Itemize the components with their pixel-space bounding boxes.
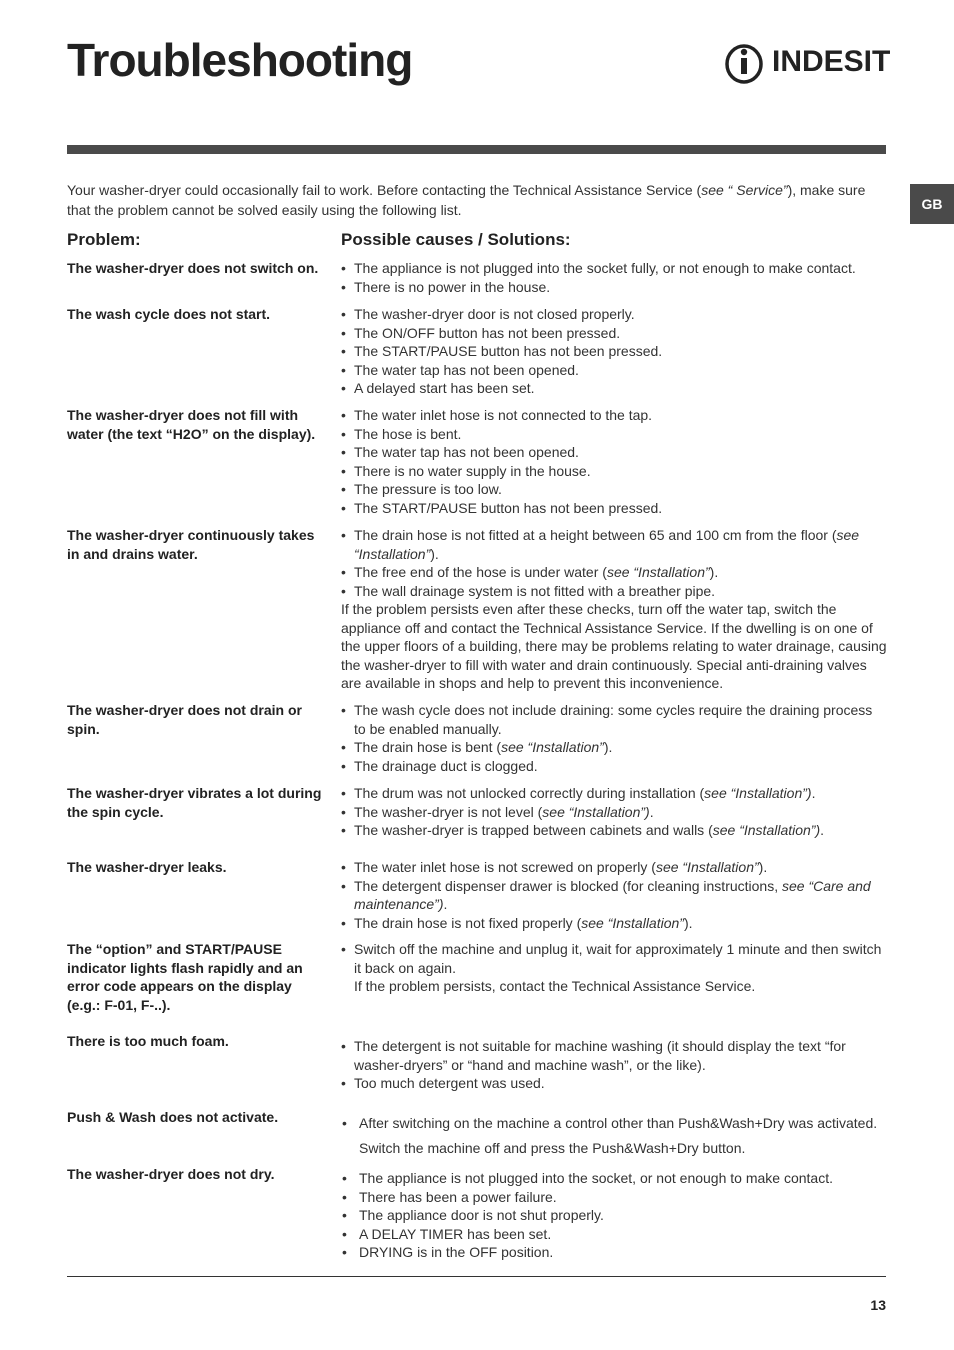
- cause-text: The drain hose is bent (: [354, 739, 502, 755]
- cause-item: • The START/PAUSE button has not been pressed.: [341, 499, 887, 518]
- cause-text: The washer-dryer is not level (: [354, 803, 543, 820]
- problem-text: The washer-dryer does not switch on.: [67, 260, 319, 276]
- causes-list: [341, 1111, 887, 1160]
- cause-ref: see “Installation”): [712, 822, 821, 838]
- cause-item: • The hose is bent.: [341, 425, 887, 444]
- cause-text: The free end of the hose is under water (: [354, 564, 607, 580]
- intro-before: Your washer-dryer could occasionally fail to work. Before contacting the Technical Assistance Service (: [67, 182, 702, 198]
- cause-item: • A DELAY TIMER has been set.: [341, 1225, 887, 1244]
- cause-text: DRYING is in the: [359, 1244, 470, 1260]
- cause-item: [341, 877, 887, 914]
- cause-item: [341, 563, 887, 582]
- causes-list: [341, 784, 887, 840]
- cause-note: If the problem persists even after these checks, turn off the water tap, switch the appliance off and contact the Technical Assistance Service. If the dwelling is on one of the upper floors of a building, there may be problems relating to water drainage, causing the washer-dryer to fill with water and drain continuously. Special anti-draining valves are available in shops and help to prevent this inconvenience.: [341, 601, 887, 691]
- page-title: Troubleshooting: [67, 34, 413, 86]
- cause-text: ).: [603, 739, 613, 755]
- cause-item: • The pressure is too low.: [341, 480, 887, 499]
- problem-text: The washer-dryer vibrates a lot during the spin cycle.: [67, 785, 322, 820]
- cause-text: position.: [497, 1244, 554, 1260]
- cause-text: .: [649, 803, 654, 820]
- cause-note: If the problem persists, contact the Technical Assistance Service.: [354, 978, 756, 994]
- causes-list: [341, 858, 887, 932]
- cause-ref: see “Installation”): [542, 803, 650, 820]
- cause-item: • The wash cycle does not include draining: some cycles require the draining process to be enabled manually.: [341, 701, 887, 738]
- cause-item: • Too much detergent was used.: [341, 1074, 887, 1093]
- causes-list: [341, 701, 887, 775]
- header-divider: [67, 145, 886, 154]
- problem-text: The wash cycle does not start.: [67, 306, 271, 322]
- cause-item: • There has been a power failure.: [341, 1188, 887, 1207]
- cause-text: .: [811, 785, 816, 801]
- causes-list: [341, 259, 887, 296]
- cause-item: • The appliance door is not shut properly.: [341, 1206, 887, 1225]
- brand-logo: [724, 40, 890, 84]
- indesit-i-logo-icon: [724, 40, 764, 84]
- cause-item: • The appliance is not plugged into the socket fully, or not enough to make contact.: [341, 259, 887, 278]
- cause-text: ).: [709, 564, 719, 580]
- problem-text: There is too much foam.: [67, 1033, 229, 1049]
- problem-text: The washer-dryer continuously takes in and drains water.: [67, 527, 315, 562]
- cause-ref: see “Installation”): [704, 785, 812, 801]
- cause-text: .: [443, 896, 448, 912]
- solutions-column-heading: Possible causes / Solutions:: [341, 230, 571, 249]
- footer-divider: [67, 1276, 886, 1277]
- cause-item: • The wall drainage system is not fitted with a breather pipe.: [341, 582, 887, 601]
- cause-item: • The START/PAUSE button has not been pressed.: [341, 342, 887, 361]
- cause-item: [341, 784, 887, 803]
- cause-item: [341, 821, 887, 840]
- causes-list: [341, 1169, 887, 1262]
- cause-text: ).: [758, 859, 768, 875]
- cause-text: ).: [683, 914, 693, 931]
- cause-ref: see “Installation”: [581, 914, 684, 931]
- cause-text: .: [820, 822, 825, 838]
- cause-item: [341, 738, 887, 757]
- cause-item: • The appliance is not plugged into the socket, or not enough to make contact.: [341, 1169, 887, 1188]
- cause-item: • There is no water supply in the house.: [341, 462, 887, 481]
- cause-item: [341, 858, 887, 877]
- cause-item: [341, 526, 887, 563]
- brand-name: INDESIT: [772, 45, 891, 78]
- causes-list: [341, 305, 887, 398]
- cause-item: • The detergent is not suitable for machine washing (it should display the text “for washer-dryers” or “hand and machine wash”, or the like).: [341, 1037, 887, 1074]
- cause-item: • The drainage duct is clogged.: [341, 757, 887, 776]
- cause-item: [341, 914, 887, 933]
- cause-text: The drain hose is not fixed properly (: [354, 914, 582, 931]
- cause-ref: see “Installation”: [501, 739, 604, 755]
- cause-text: The water inlet hose is not screwed on properly (: [354, 859, 656, 875]
- cause-text: The washer-dryer is trapped between cabinets and walls (: [354, 822, 713, 838]
- cause-item: • The water tap has not been opened.: [341, 361, 887, 380]
- cause-item: [341, 1243, 887, 1262]
- problem-text: The washer-dryer leaks.: [67, 859, 227, 875]
- intro-after: ), make sure that the problem cannot be solved easily using the following list.: [67, 182, 866, 218]
- page-number: 13: [870, 1297, 886, 1313]
- language-tab: GB: [910, 184, 954, 224]
- cause-ref: see “Care and maintenance”): [354, 877, 871, 912]
- cause-item: • The water tap has not been opened.: [341, 443, 887, 462]
- problem-text: The washer-dryer does not drain or spin.: [67, 702, 302, 737]
- causes-list: [341, 940, 887, 996]
- causes-list: [341, 1037, 887, 1093]
- cause-text: ).: [430, 545, 439, 562]
- cause-ref: see “Installation”: [655, 859, 759, 875]
- cause-text: The detergent dispenser drawer is blocked (for cleaning instructions,: [354, 877, 782, 894]
- intro-service-ref: see “ Service”: [701, 182, 788, 198]
- intro-text: [67, 180, 886, 220]
- problem-text: The washer-dryer does not fill with water (the text “H2O” on the display).: [67, 407, 316, 442]
- problem-text: Push & Wash does not activate.: [67, 1109, 279, 1125]
- problem-column-heading: Problem:: [67, 230, 141, 249]
- cause-text: The drum was not unlocked correctly during installation (: [354, 785, 705, 801]
- causes-list: [341, 526, 887, 693]
- cause-item: • The washer-dryer door is not closed properly.: [341, 305, 887, 324]
- problem-text: The washer-dryer does not dry.: [67, 1166, 275, 1182]
- causes-list: [341, 406, 887, 517]
- cause-item: • A delayed start has been set.: [341, 379, 887, 398]
- cause-ref: see “Installation”: [606, 564, 710, 580]
- cause-item: • Switch off the machine and unplug it, wait for approximately 1 minute and then switch it back on again.: [341, 940, 887, 977]
- cause-item: • The water inlet hose is not connected to the tap.: [341, 406, 887, 425]
- cause-off-label: OFF: [469, 1244, 498, 1260]
- cause-text: The drain hose is not fitted at a height between 65 and 100 cm from the floor (: [354, 527, 837, 543]
- problem-text: The “option” and START/PAUSE indicator lights flash rapidly and an error code appears on the display (e.g.: F-01, F-..).: [67, 941, 303, 1013]
- cause-item: • The ON/OFF button has not been pressed.: [341, 324, 887, 343]
- cause-item: • After switching on the machine a control other than Push&Wash+Dry was activated. Switch the machine off and press the Push&Wash+Dry button.: [341, 1111, 887, 1160]
- cause-item: • There is no power in the house.: [341, 278, 887, 297]
- cause-ref: see “Installation”: [354, 527, 860, 562]
- cause-item: [341, 803, 887, 822]
